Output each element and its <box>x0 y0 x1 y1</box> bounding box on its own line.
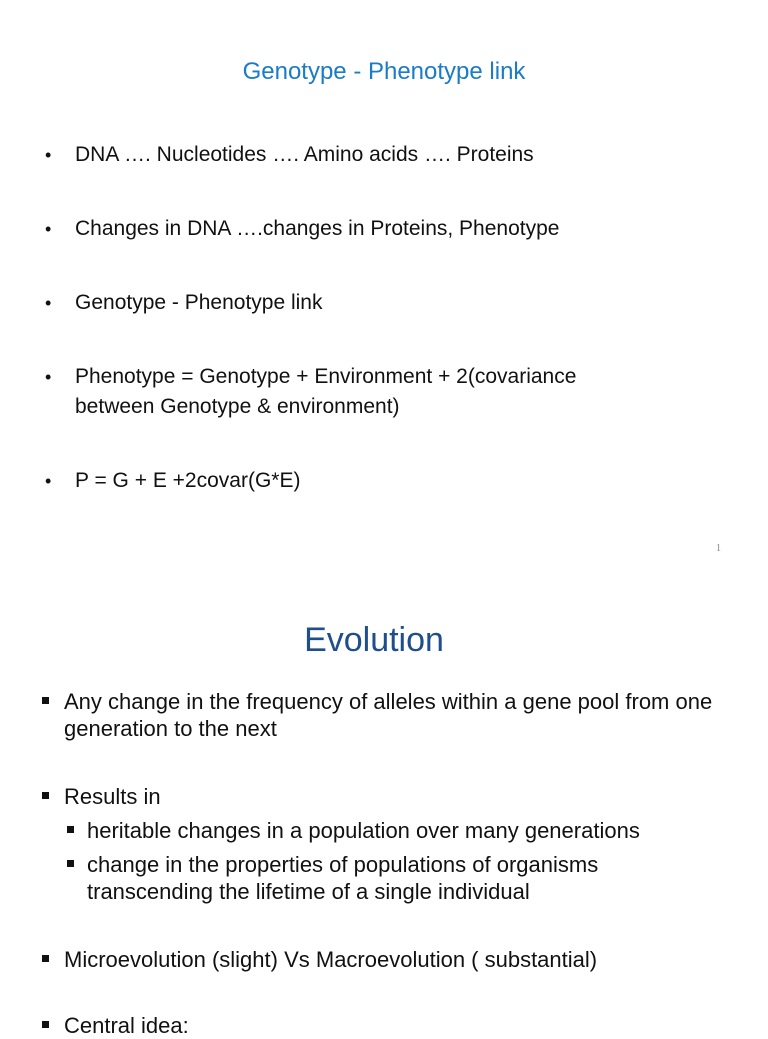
bullet-item <box>45 214 685 244</box>
bullet-text: heritable changes in a population over many generations <box>87 818 640 843</box>
bullet-item <box>45 140 685 170</box>
bullet-item <box>45 288 685 318</box>
bullet-text: DNA …. Nucleotides …. Amino acids …. Proteins <box>75 143 534 166</box>
bullet-text: P = G + E +2covar(G*E) <box>75 469 301 492</box>
bullet-text: Microevolution (slight) Vs Macroevolution ( substantial) <box>64 947 598 972</box>
square-bullet-icon <box>42 955 49 962</box>
bullet-dot-icon: • <box>45 145 52 165</box>
bullet-item <box>42 688 722 742</box>
slide-title: Evolution <box>304 621 444 659</box>
bullet-text: Any change in the frequency of alleles within a gene pool from one generation to the next <box>64 689 713 741</box>
bullet-text: change in the properties of populations of organisms transcending the lifetime of a single individual <box>87 852 599 904</box>
slide-title: Genotype - Phenotype link <box>242 58 526 85</box>
bullet-text: Phenotype = Genotype + Environment + 2(covariance between Genotype & environment) <box>75 365 577 418</box>
bullet-text: Genotype - Phenotype link <box>75 291 323 314</box>
sub-bullet-item <box>67 817 727 844</box>
bullet-dot-icon: • <box>45 471 52 491</box>
square-bullet-icon <box>67 860 74 867</box>
square-bullet-icon <box>67 826 74 833</box>
page-number: 1 <box>716 543 721 554</box>
bullet-dot-icon: • <box>45 367 52 387</box>
square-bullet-icon <box>42 1021 49 1028</box>
bullet-item <box>42 1012 722 1039</box>
bullet-dot-icon: • <box>45 293 52 313</box>
bullet-text: Changes in DNA ….changes in Proteins, Phenotype <box>75 217 560 240</box>
square-bullet-icon <box>42 792 49 799</box>
bullet-text: Results in <box>64 784 161 809</box>
bullet-dot-icon: • <box>45 219 52 239</box>
square-bullet-icon <box>42 697 49 704</box>
slide-evolution <box>0 580 768 1038</box>
bullet-item <box>45 362 645 422</box>
bullet-item <box>45 466 685 496</box>
bullet-item <box>42 946 722 973</box>
bullet-item <box>42 783 722 810</box>
bullet-text: Central idea: <box>64 1013 189 1038</box>
sub-bullet-item <box>67 851 667 905</box>
